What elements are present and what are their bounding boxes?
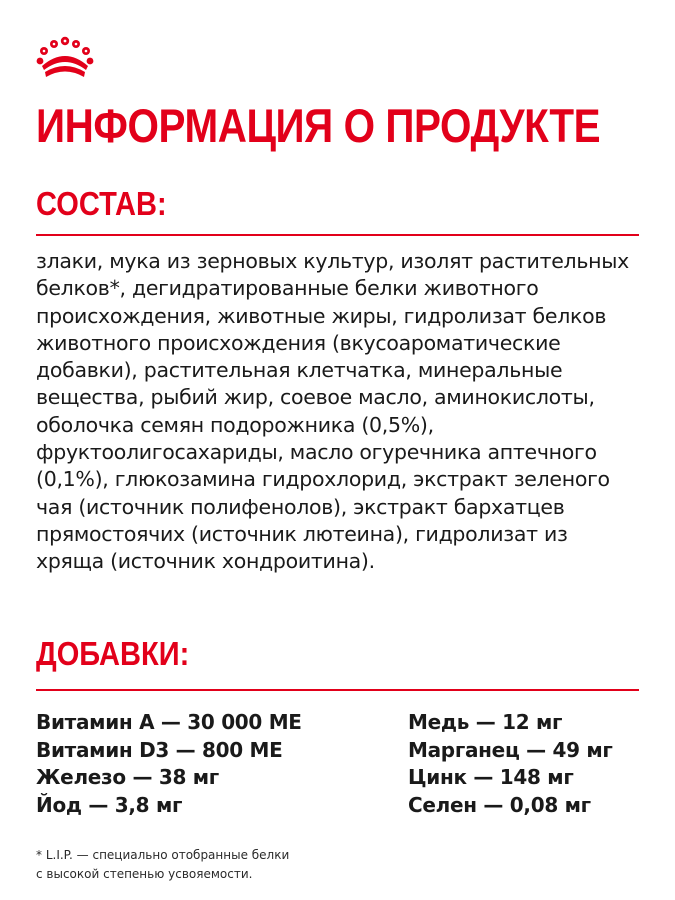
- composition-heading: СОСТАВ:: [36, 185, 167, 222]
- additives-column-right: [408, 709, 613, 819]
- additive-item: Цинк — 148 мг: [408, 765, 574, 789]
- additives-divider: [36, 689, 639, 691]
- composition-divider: [36, 234, 639, 236]
- additives-list: [36, 709, 646, 819]
- additive-item: Витамин D3 — 800 МЕ: [36, 737, 283, 762]
- additives-column-left: [36, 709, 408, 819]
- additive-item: Медь — 12 мг: [408, 710, 563, 734]
- additives-heading: ДОБАВКИ:: [36, 635, 190, 672]
- page-title: ИНФОРМАЦИЯ О ПРОДУКТЕ: [36, 99, 601, 152]
- royal-crown-icon: [36, 36, 94, 78]
- composition-text: злаки, мука из зерновых культур, изолят растительных белков*, дегидратированные белки животного происхождения, животные жиры, гидролизат белков животного происхождения (вкусоароматические добавки), растительная клетчатка, минеральные вещества, рыбий жир, соевое масло, аминокислоты, оболочка семян подорожника (0,5%), фруктоолигосахариды, масло огуречника аптечного (0,1%), глюкозамина гидрохлорид, экстракт зеленого чая (источник полифенолов), экстракт бархатцев прямостоячих (источник лютеина), гидролизат из хряща (источник хондроитина).: [36, 249, 629, 574]
- footnote: [36, 846, 356, 884]
- additive-item: Селен — 0,08 мг: [408, 792, 591, 817]
- additive-item: Витамин А — 30 000 МЕ: [36, 710, 302, 734]
- additive-item: Йод — 3,8 мг: [36, 792, 183, 817]
- additive-item: Железо — 38 мг: [36, 765, 219, 789]
- footnote-line: с высокой степенью усвояемости.: [36, 867, 253, 881]
- footnote-line: * L.I.P. — специально отобранные белки: [36, 848, 290, 862]
- additive-item: Марганец — 49 мг: [408, 737, 613, 762]
